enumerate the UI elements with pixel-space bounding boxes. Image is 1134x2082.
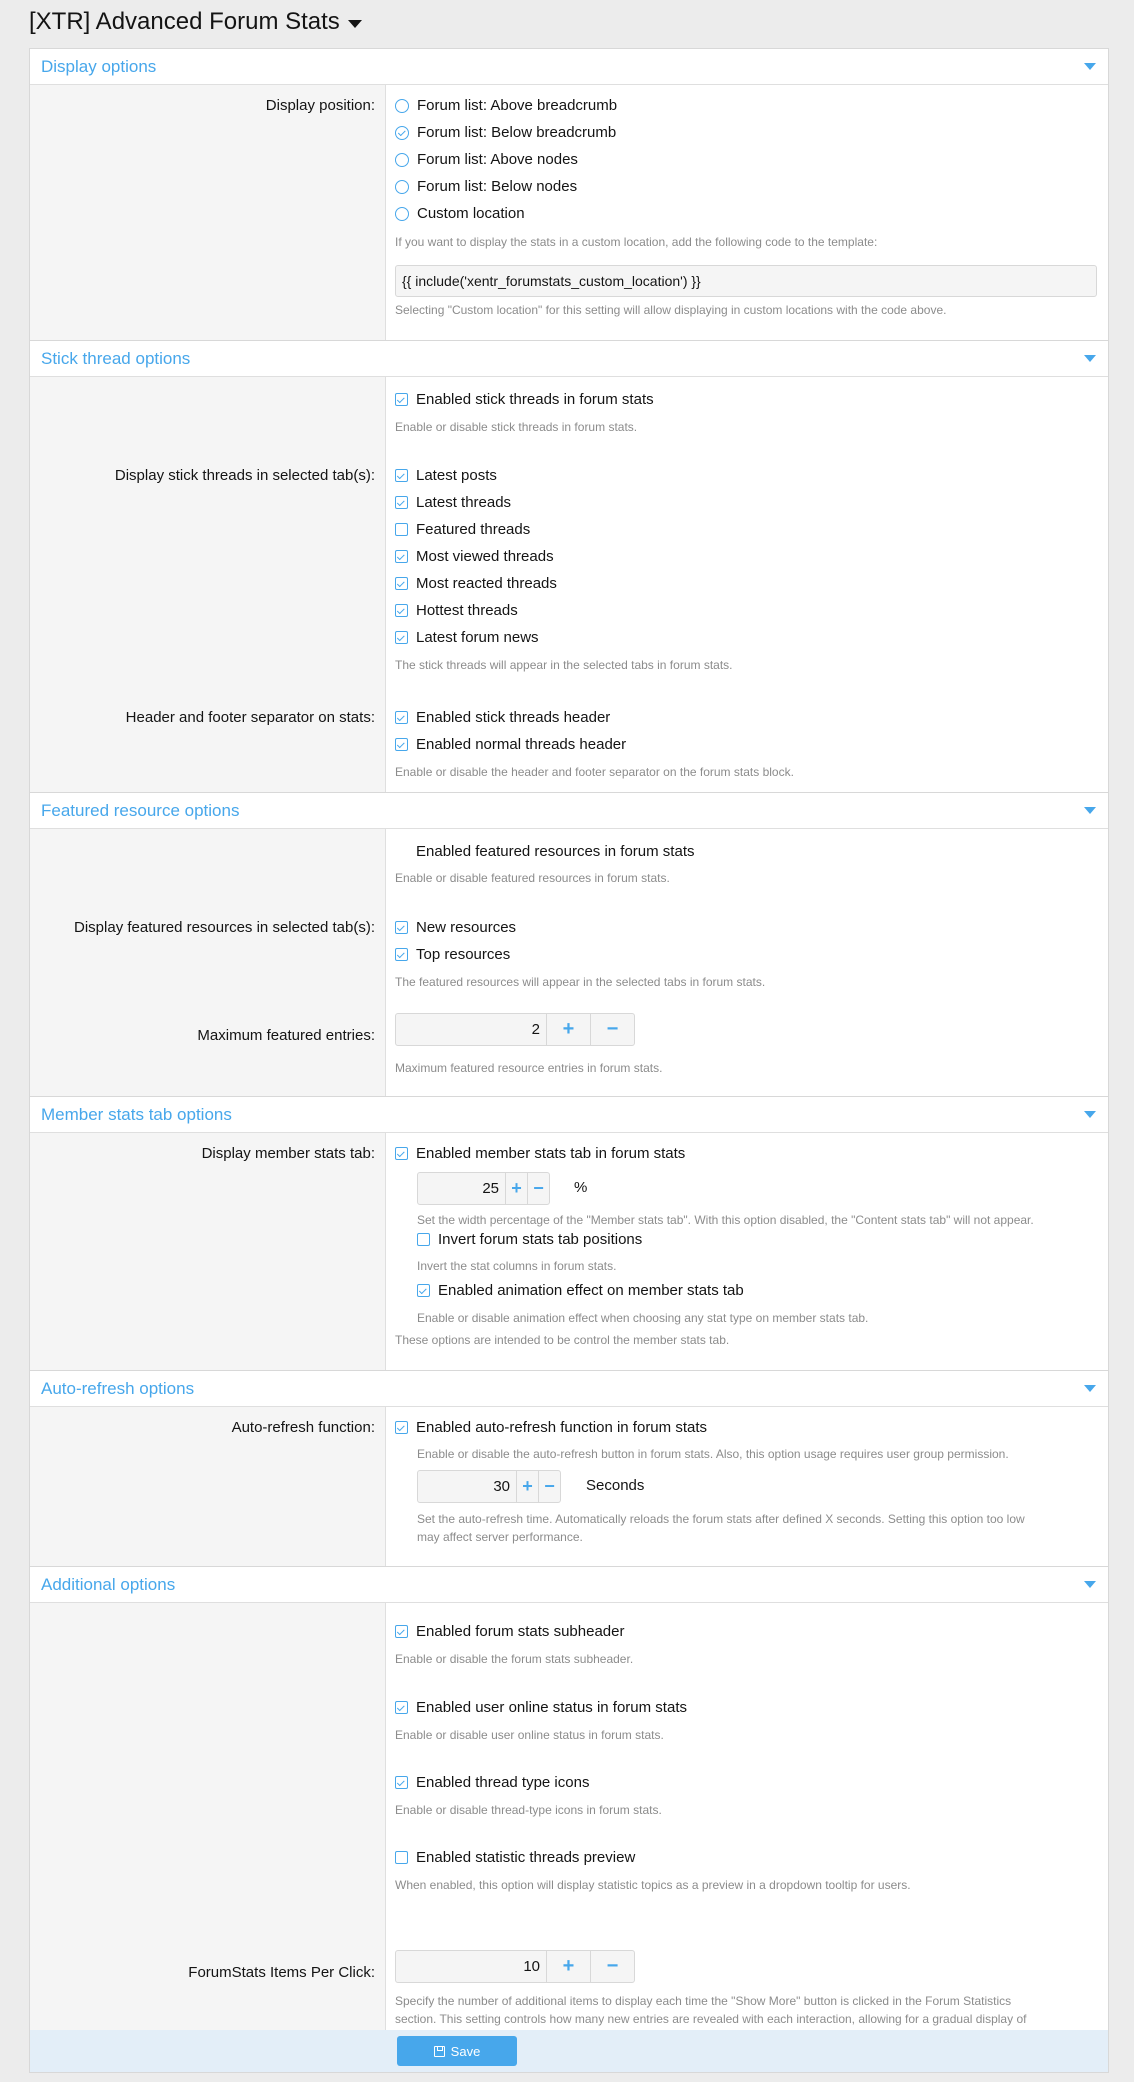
max-featured-hint: Maximum featured resource entries in forum stats. bbox=[395, 1061, 663, 1075]
checkbox-stick-tab-featured-threads[interactable]: Featured threads bbox=[395, 521, 530, 538]
checkbox-stick-enabled[interactable]: Enabled stick threads in forum stats bbox=[395, 391, 654, 408]
chevron-down-icon[interactable] bbox=[1084, 1581, 1096, 1588]
stick-tabs-label: Display stick threads in selected tab(s): bbox=[114, 467, 375, 484]
checkbox-checked-icon[interactable] bbox=[395, 604, 408, 617]
form-footer bbox=[29, 2030, 1109, 2073]
auto-refresh-label: Auto-refresh function: bbox=[231, 1419, 375, 1436]
items-per-click-input[interactable] bbox=[396, 1951, 546, 1982]
minus-button[interactable]: − bbox=[590, 1014, 634, 1045]
checkbox-member-enabled[interactable]: Enabled member stats tab in forum stats bbox=[395, 1145, 685, 1162]
custom-code-field[interactable]: {{ include('xentr_forumstats_custom_location') }} bbox=[395, 265, 1097, 297]
stick-tabs-hint: The stick threads will appear in the selected tabs in forum stats. bbox=[395, 658, 733, 672]
section-header-stick[interactable] bbox=[30, 341, 1108, 377]
radio-icon[interactable] bbox=[395, 153, 409, 167]
checkbox-icon[interactable] bbox=[395, 1851, 408, 1864]
items-hint-1: Specify the number of additional items to display each time the "Show More" button is clicked in the Forum Statistics bbox=[395, 1994, 1012, 2008]
checkbox-normal-header[interactable]: Enabled normal threads header bbox=[395, 736, 626, 753]
refresh-seconds-unit: Seconds bbox=[586, 1477, 645, 1494]
refresh-seconds-hint-2: may affect server performance. bbox=[417, 1530, 583, 1544]
checkbox-checked-icon[interactable] bbox=[395, 393, 408, 406]
checkbox-icon[interactable] bbox=[395, 845, 408, 858]
auto-refresh-hint: Enable or disable the auto-refresh button in forum stats. Also, this option usage requires user group permission. bbox=[417, 1447, 1009, 1461]
section-title: Stick thread options bbox=[41, 348, 191, 368]
checkbox-icon[interactable] bbox=[417, 1233, 430, 1246]
animation-hint: Enable or disable animation effect when choosing any stat type on member stats tab. bbox=[417, 1311, 869, 1325]
items-hint-2: section. This setting controls how many new entries are revealed with each interaction, allowing for a gradual display of bbox=[395, 2012, 1027, 2026]
checkbox-featured-top[interactable]: Top resources bbox=[395, 946, 510, 963]
invert-hint: Invert the stat columns in forum stats. bbox=[417, 1259, 617, 1273]
radio-icon[interactable] bbox=[395, 99, 409, 113]
checkbox-invert-tabs[interactable]: Invert forum stats tab positions bbox=[417, 1231, 642, 1248]
checkbox-checked-icon[interactable] bbox=[395, 738, 408, 751]
minus-button[interactable]: − bbox=[538, 1471, 560, 1502]
section-header-member[interactable] bbox=[30, 1097, 1108, 1133]
minus-button[interactable]: − bbox=[527, 1173, 549, 1204]
checkbox-checked-icon[interactable] bbox=[395, 469, 408, 482]
stick-enabled-hint: Enable or disable stick threads in forum stats. bbox=[395, 420, 638, 434]
checkbox-checked-icon[interactable] bbox=[417, 1284, 430, 1297]
subheader-hint: Enable or disable the forum stats subheader. bbox=[395, 1652, 634, 1666]
checkbox-checked-icon[interactable] bbox=[395, 1147, 408, 1160]
save-button[interactable] bbox=[397, 2036, 517, 2066]
save-label: Save bbox=[450, 2043, 481, 2059]
member-tab-label: Display member stats tab: bbox=[201, 1145, 375, 1162]
featured-tabs-hint: The featured resources will appear in the selected tabs in forum stats. bbox=[395, 975, 766, 989]
checkbox-stick-tab-latest-news[interactable]: Latest forum news bbox=[395, 629, 539, 646]
threads-preview-hint: When enabled, this option will display statistic topics as a preview in a dropdown tooltip for users. bbox=[395, 1878, 911, 1892]
featured-tabs-label: Display featured resources in selected tab(s): bbox=[74, 919, 375, 936]
section-header-display[interactable] bbox=[30, 49, 1108, 85]
section-header-refresh[interactable] bbox=[30, 1371, 1108, 1407]
section-title: Featured resource options bbox=[41, 800, 240, 820]
checkbox-stick-tab-most-viewed[interactable]: Most viewed threads bbox=[395, 548, 554, 565]
checkbox-stick-tab-latest-threads[interactable]: Latest threads bbox=[395, 494, 511, 511]
featured-enabled-hint: Enable or disable featured resources in forum stats. bbox=[395, 871, 670, 885]
radio-position-1[interactable]: Forum list: Below breadcrumb bbox=[395, 124, 616, 141]
checkbox-stick-tab-latest-posts[interactable]: Latest posts bbox=[395, 467, 497, 484]
caret-down-icon[interactable] bbox=[348, 20, 362, 28]
checkbox-stick-tab-hottest[interactable]: Hottest threads bbox=[395, 602, 518, 619]
radio-checked-icon[interactable] bbox=[395, 126, 409, 140]
refresh-seconds-stepper bbox=[417, 1470, 561, 1503]
chevron-down-icon[interactable] bbox=[1084, 1111, 1096, 1118]
stick-thread-section bbox=[29, 340, 1109, 793]
checkbox-checked-icon[interactable] bbox=[395, 1625, 408, 1638]
checkbox-checked-icon[interactable] bbox=[395, 711, 408, 724]
save-icon bbox=[434, 2046, 445, 2057]
section-header-featured[interactable] bbox=[30, 793, 1108, 829]
separator-hint: Enable or disable the header and footer separator on the forum stats block. bbox=[395, 765, 794, 779]
checkbox-icon[interactable] bbox=[395, 523, 408, 536]
checkbox-auto-refresh[interactable]: Enabled auto-refresh function in forum stats bbox=[395, 1419, 707, 1436]
checkbox-member-animation[interactable]: Enabled animation effect on member stats tab bbox=[417, 1282, 744, 1299]
refresh-seconds-input[interactable] bbox=[418, 1471, 516, 1502]
checkbox-checked-icon[interactable] bbox=[395, 550, 408, 563]
member-width-stepper bbox=[417, 1172, 550, 1205]
plus-button[interactable]: + bbox=[505, 1173, 527, 1204]
section-title: Auto-refresh options bbox=[41, 1378, 195, 1398]
checkbox-featured-enabled[interactable]: Enabled featured resources in forum stats bbox=[395, 843, 694, 860]
checkbox-checked-icon[interactable] bbox=[395, 496, 408, 509]
auto-refresh-section bbox=[29, 1370, 1109, 1567]
thread-type-hint: Enable or disable thread-type icons in forum stats. bbox=[395, 1803, 662, 1817]
custom-location-explain: Selecting "Custom location" for this setting will allow displaying in custom locations with the code above. bbox=[395, 303, 947, 317]
member-width-hint: Set the width percentage of the "Member stats tab". With this option disabled, the "Content stats tab" will not appear. bbox=[417, 1213, 1034, 1227]
member-footer-hint: These options are intended to be control the member stats tab. bbox=[395, 1333, 730, 1347]
radio-position-0[interactable]: Forum list: Above breadcrumb bbox=[395, 97, 617, 114]
radio-icon[interactable] bbox=[395, 180, 409, 194]
checkbox-checked-icon[interactable] bbox=[395, 948, 408, 961]
plus-button[interactable]: + bbox=[546, 1014, 590, 1045]
refresh-seconds-hint-1: Set the auto-refresh time. Automatically reloads the forum stats after defined X seconds. Setting this option too low bbox=[417, 1512, 1025, 1526]
radio-position-3[interactable]: Forum list: Below nodes bbox=[395, 178, 577, 195]
section-title: Additional options bbox=[41, 1574, 176, 1594]
radio-position-4[interactable]: Custom location bbox=[395, 205, 525, 222]
plus-button[interactable]: + bbox=[516, 1471, 538, 1502]
chevron-down-icon[interactable] bbox=[1084, 63, 1096, 70]
member-width-input[interactable] bbox=[418, 1173, 505, 1204]
checkbox-subheader[interactable]: Enabled forum stats subheader bbox=[395, 1623, 624, 1640]
checkbox-stick-tab-most-reacted[interactable]: Most reacted threads bbox=[395, 575, 557, 592]
checkbox-checked-icon[interactable] bbox=[395, 631, 408, 644]
items-per-click-label: ForumStats Items Per Click: bbox=[188, 1964, 375, 1981]
checkbox-checked-icon[interactable] bbox=[395, 1701, 408, 1714]
plus-button[interactable]: + bbox=[546, 1951, 590, 1982]
separator-label: Header and footer separator on stats: bbox=[125, 709, 375, 726]
radio-position-2[interactable]: Forum list: Above nodes bbox=[395, 151, 578, 168]
checkbox-checked-icon[interactable] bbox=[395, 577, 408, 590]
checkbox-online-status[interactable]: Enabled user online status in forum stats bbox=[395, 1699, 687, 1716]
chevron-down-icon[interactable] bbox=[1084, 1385, 1096, 1392]
additional-options-section bbox=[29, 1566, 1109, 2031]
max-featured-input[interactable] bbox=[396, 1014, 546, 1045]
items-per-click-stepper bbox=[395, 1950, 635, 1983]
online-status-hint: Enable or disable user online status in forum stats. bbox=[395, 1728, 664, 1742]
member-width-unit: % bbox=[574, 1179, 588, 1196]
checkbox-thread-type-icons[interactable]: Enabled thread type icons bbox=[395, 1774, 589, 1791]
section-header-additional[interactable] bbox=[30, 1567, 1108, 1603]
section-title: Display options bbox=[41, 56, 157, 76]
member-stats-section bbox=[29, 1096, 1109, 1371]
section-title: Member stats tab options bbox=[41, 1104, 232, 1124]
featured-resource-section bbox=[29, 792, 1109, 1097]
checkbox-featured-new[interactable]: New resources bbox=[395, 919, 516, 936]
minus-button[interactable]: − bbox=[590, 1951, 634, 1982]
radio-icon[interactable] bbox=[395, 207, 409, 221]
page-title-text: [XTR] Advanced Forum Stats bbox=[29, 8, 340, 35]
checkbox-checked-icon[interactable] bbox=[395, 1421, 408, 1434]
checkbox-stick-header[interactable]: Enabled stick threads header bbox=[395, 709, 610, 726]
checkbox-checked-icon[interactable] bbox=[395, 1776, 408, 1789]
checkbox-threads-preview[interactable]: Enabled statistic threads preview bbox=[395, 1849, 635, 1866]
page-title[interactable] bbox=[29, 8, 362, 36]
chevron-down-icon[interactable] bbox=[1084, 355, 1096, 362]
display-options-section bbox=[29, 48, 1109, 341]
max-featured-stepper bbox=[395, 1013, 635, 1046]
custom-location-hint: If you want to display the stats in a custom location, add the following code to the template: bbox=[395, 235, 878, 249]
checkbox-checked-icon[interactable] bbox=[395, 921, 408, 934]
chevron-down-icon[interactable] bbox=[1084, 807, 1096, 814]
max-featured-label: Maximum featured entries: bbox=[197, 1027, 375, 1044]
display-position-label: Display position: bbox=[265, 97, 375, 114]
